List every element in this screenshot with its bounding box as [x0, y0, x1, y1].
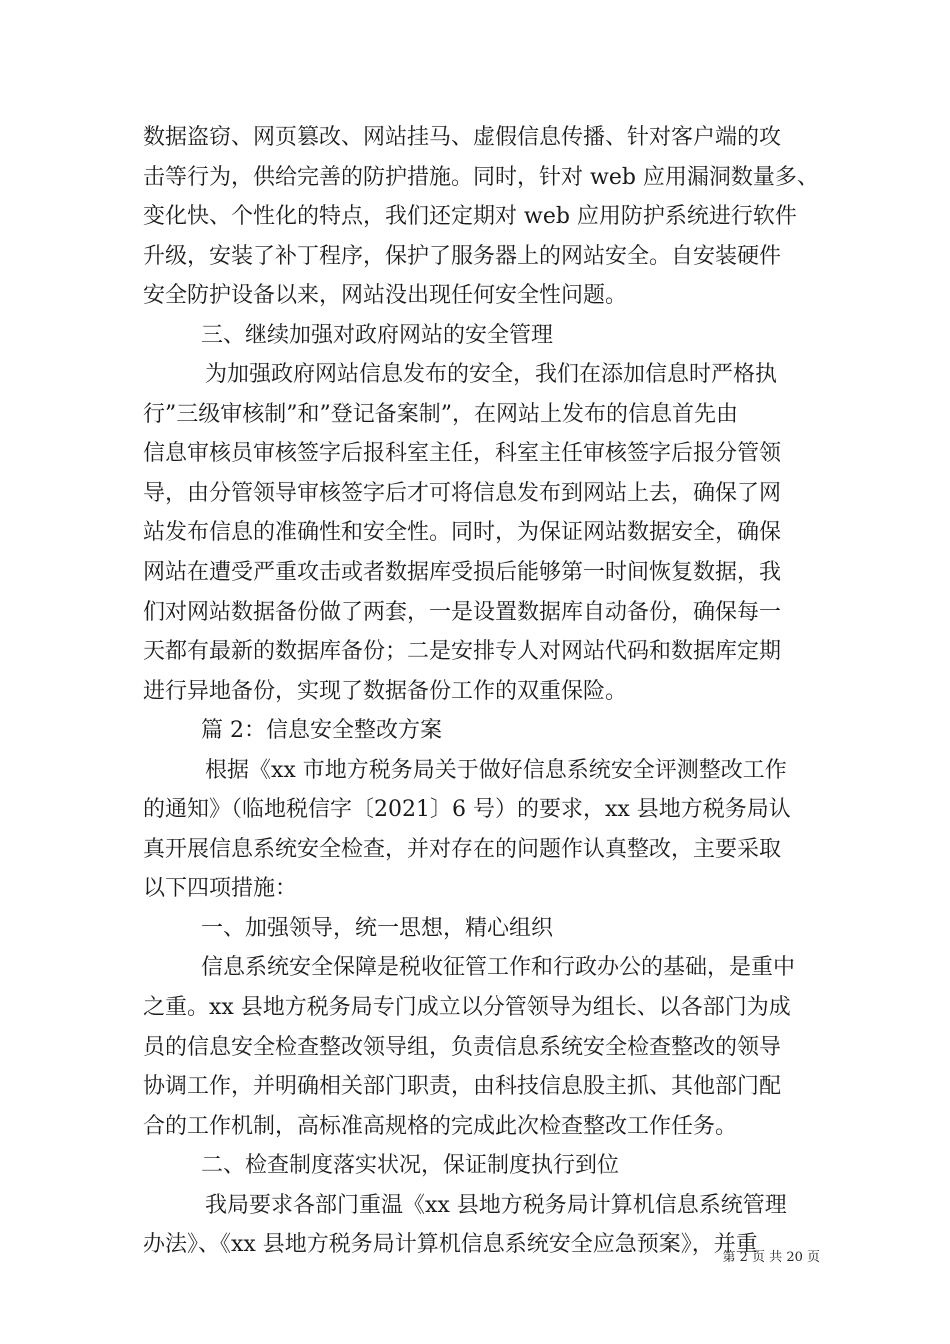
- text-line: 以下四项措施：: [143, 876, 298, 902]
- document-body: [143, 118, 827, 1265]
- text-line: 之重。xx 县地方税务局专门成立以分管领导为组长、以各部门为成: [143, 995, 791, 1021]
- text-line: 办法》、《xx 县地方税务局计算机信息系统安全应急预案》，并重: [143, 1232, 758, 1258]
- text-line: 进行异地备份，实现了数据备份工作的双重保险。: [143, 678, 628, 704]
- text-line: 员的信息安全检查整改领导组，负责信息系统安全检查整改的领导: [143, 1034, 782, 1060]
- text-line: 导，由分管领导审核签字后才可将信息发布到网站上去，确保了网: [143, 480, 782, 506]
- text-line: 信息审核员审核签字后报科室主任，科室主任审核签字后报分管领: [143, 441, 782, 467]
- text-line: 天都有最新的数据库备份；二是安排专人对网站代码和数据库定期: [143, 639, 782, 665]
- text-line: 篇 2：信息安全整改方案: [201, 718, 442, 744]
- text-line: 行”三级审核制”和”登记备案制”，在网站上发布的信息首先由: [143, 401, 738, 427]
- page-number-footer: 第 2 页 共 20 页: [722, 1250, 820, 1265]
- text-line: 安全防护设备以来，网站没出现任何安全性问题。: [143, 283, 628, 309]
- text-line: 们对网站数据备份做了两套，一是设置数据库自动备份，确保每一: [143, 599, 782, 625]
- text-line: 站发布信息的准确性和安全性。同时，为保证网站数据安全，确保: [143, 520, 782, 546]
- text-line: 根据《xx 市地方税务局关于做好信息系统安全评测整改工作: [205, 757, 787, 783]
- text-line: 升级，安装了补丁程序，保护了服务器上的网站安全。自安装硬件: [143, 243, 782, 269]
- text-line: 的通知》（临地税信字〔2021〕6 号）的要求，xx 县地方税务局认: [143, 797, 791, 823]
- text-line: 击等行为，供给完善的防护措施。同时，针对 web 应用漏洞数量多、: [143, 164, 819, 190]
- text-line: 我局要求各部门重温《xx 县地方税务局计算机信息系统管理: [205, 1192, 787, 1218]
- text-line: 网站在遭受严重攻击或者数据库受损后能够第一时间恢复数据，我: [143, 560, 782, 586]
- text-line: 合的工作机制，高标准高规格的完成此次检查整改工作任务。: [143, 1113, 738, 1139]
- text-line: 一、加强领导，统一思想，精心组织: [201, 915, 554, 941]
- text-line: 信息系统安全保障是税收征管工作和行政办公的基础，是重中: [201, 955, 796, 981]
- text-line: 协调工作，并明确相关部门职责，由科技信息股主抓、其他部门配: [143, 1074, 782, 1100]
- text-line: 二、检查制度落实状况，保证制度执行到位: [201, 1153, 620, 1179]
- text-line: 为加强政府网站信息发布的安全，我们在添加信息时严格执: [205, 362, 778, 388]
- text-line: 三、继续加强对政府网站的安全管理: [201, 322, 554, 348]
- text-line: 真开展信息系统安全检查，并对存在的问题作认真整改，主要采取: [143, 836, 782, 862]
- text-line: 数据盗窃、网页篡改、网站挂马、虚假信息传播、针对客户端的攻: [143, 125, 782, 150]
- text-line: 变化快、个性化的特点，我们还定期对 web 应用防护系统进行软件: [143, 204, 797, 230]
